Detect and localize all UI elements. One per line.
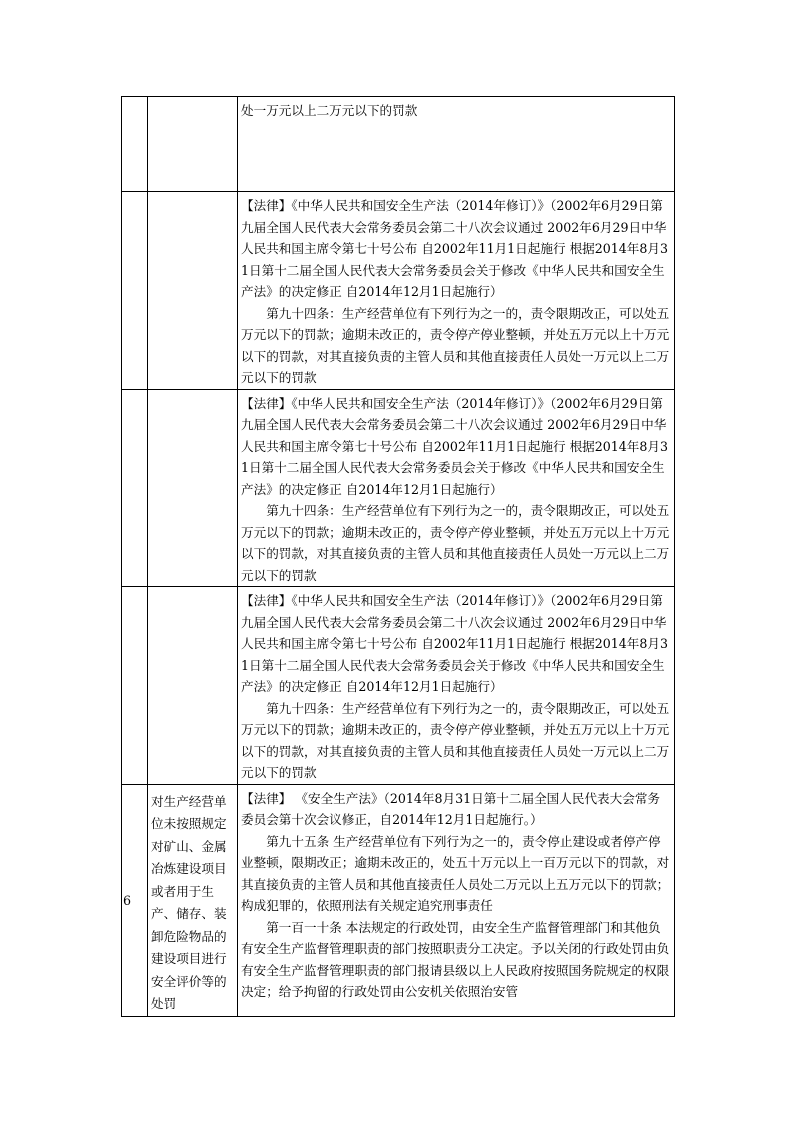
- item-name: [148, 587, 237, 593]
- continued-text: 处一万元以上二万元以下的罚款: [241, 103, 418, 118]
- basis-cell: [238, 192, 675, 390]
- item-name: [148, 97, 237, 103]
- item-name: [148, 390, 237, 396]
- legal-basis: [238, 192, 674, 389]
- legal-basis: [238, 390, 674, 587]
- item-name: 对生产经营单位未按照规定对矿山、金属冶炼建设项目或者用于生产、储存、装卸危险物品的建设项目进行安全评价等的处罚: [151, 793, 227, 1011]
- table-row: [122, 587, 675, 785]
- row-number: 6: [123, 892, 132, 908]
- law-article: 第九十五条 生产经营单位有下列行为之一的，责令停止建设或者停产停业整顿，限期改正；逾期未改正的，处五十万元以上一百万元以下的罚款，对其直接负责的主管人员和其他直接责任人员处二万元以上五万元以下的罚款；构成犯罪的，依照刑法有关规定追究刑事责任: [241, 833, 670, 913]
- item-cell: [148, 389, 238, 587]
- table-row: [122, 784, 675, 1016]
- item-cell: [148, 97, 238, 192]
- row-number-cell: [122, 97, 148, 192]
- law-article: 第九十四条：生产经营单位有下列行为之一的，责令限期改正，可以处五万元以下的罚款；逾期未改正的，责令停产停业整顿，并处五万元以上十万元以下的罚款，对其直接负责的主管人员和其他直接责任人员处一万元以上二万元以下的罚款: [241, 305, 670, 385]
- legal-basis: [238, 97, 674, 191]
- item-cell: [148, 784, 238, 1016]
- row-number-cell: [122, 587, 148, 785]
- item-name: [148, 192, 237, 198]
- table-row: [122, 389, 675, 587]
- row-number-cell: [122, 192, 148, 390]
- item-cell: [148, 192, 238, 390]
- law-article: 第一百一十条 本法规定的行政处罚，由安全生产监督管理部门和其他负有安全生产监督管理职责的部门按照职责分工决定。予以关闭的行政处罚由负有安全生产监督管理职责的部门报请县级以上人民政府按照国务院规定的权限决定；给予拘留的行政处罚由公安机关依照治安管: [241, 919, 670, 999]
- row-number-cell: [122, 389, 148, 587]
- law-citation: 【法律】 《安全生产法》（2014年8月31日第十二届全国人民代表大会常务委员会第十次会议修正，自2014年12月1日起施行。）: [241, 790, 661, 827]
- basis-cell: [238, 389, 675, 587]
- basis-cell: [238, 587, 675, 785]
- law-article: 第九十四条：生产经营单位有下列行为之一的，责令限期改正，可以处五万元以下的罚款；逾期未改正的，责令停产停业整顿，并处五万元以上十万元以下的罚款，对其直接负责的主管人员和其他直接责任人员处一万元以上二万元以下的罚款: [241, 700, 670, 780]
- penalty-table: [121, 96, 675, 1017]
- law-citation: 【法律】《中华人民共和国安全生产法（2014年修订）》（2002年6月29日第九届全国人民代表大会常务委员会第二十八次会议通过 2002年6月29日中华人民共和国主席令第七十号公布 自2002年11月1日起施行 根据2014年8月31日第十二届全国人民代表大会常务委员会关于修改《中华人民共和国安全生产法》的决定修正 自2014年12月1日起施行）: [241, 593, 669, 694]
- basis-cell: [238, 97, 675, 192]
- item-cell: [148, 587, 238, 785]
- legal-basis: [238, 587, 674, 784]
- law-citation: 【法律】《中华人民共和国安全生产法（2014年修订）》（2002年6月29日第九届全国人民代表大会常务委员会第二十八次会议通过 2002年6月29日中华人民共和国主席令第七十号公布 自2002年11月1日起施行 根据2014年8月31日第十二届全国人民代表大会常务委员会关于修改《中华人民共和国安全生产法》的决定修正 自2014年12月1日起施行）: [241, 395, 669, 497]
- law-citation: 【法律】《中华人民共和国安全生产法（2014年修订）》（2002年6月29日第九届全国人民代表大会常务委员会第二十八次会议通过 2002年6月29日中华人民共和国主席令第七十号公布 自2002年11月1日起施行 根据2014年8月31日第十二届全国人民代表大会常务委员会关于修改《中华人民共和国安全生产法》的决定修正 自2014年12月1日起施行）: [241, 198, 669, 299]
- row-number-cell: [122, 784, 148, 1016]
- law-article: 第九十四条：生产经营单位有下列行为之一的，责令限期改正，可以处五万元以下的罚款；逾期未改正的，责令停产停业整顿，并处五万元以上十万元以下的罚款，对其直接负责的主管人员和其他直接责任人员处一万元以上二万元以下的罚款: [241, 503, 670, 583]
- table-row: [122, 97, 675, 192]
- legal-basis: [238, 785, 674, 1003]
- basis-cell: [238, 784, 675, 1016]
- table-row: [122, 192, 675, 390]
